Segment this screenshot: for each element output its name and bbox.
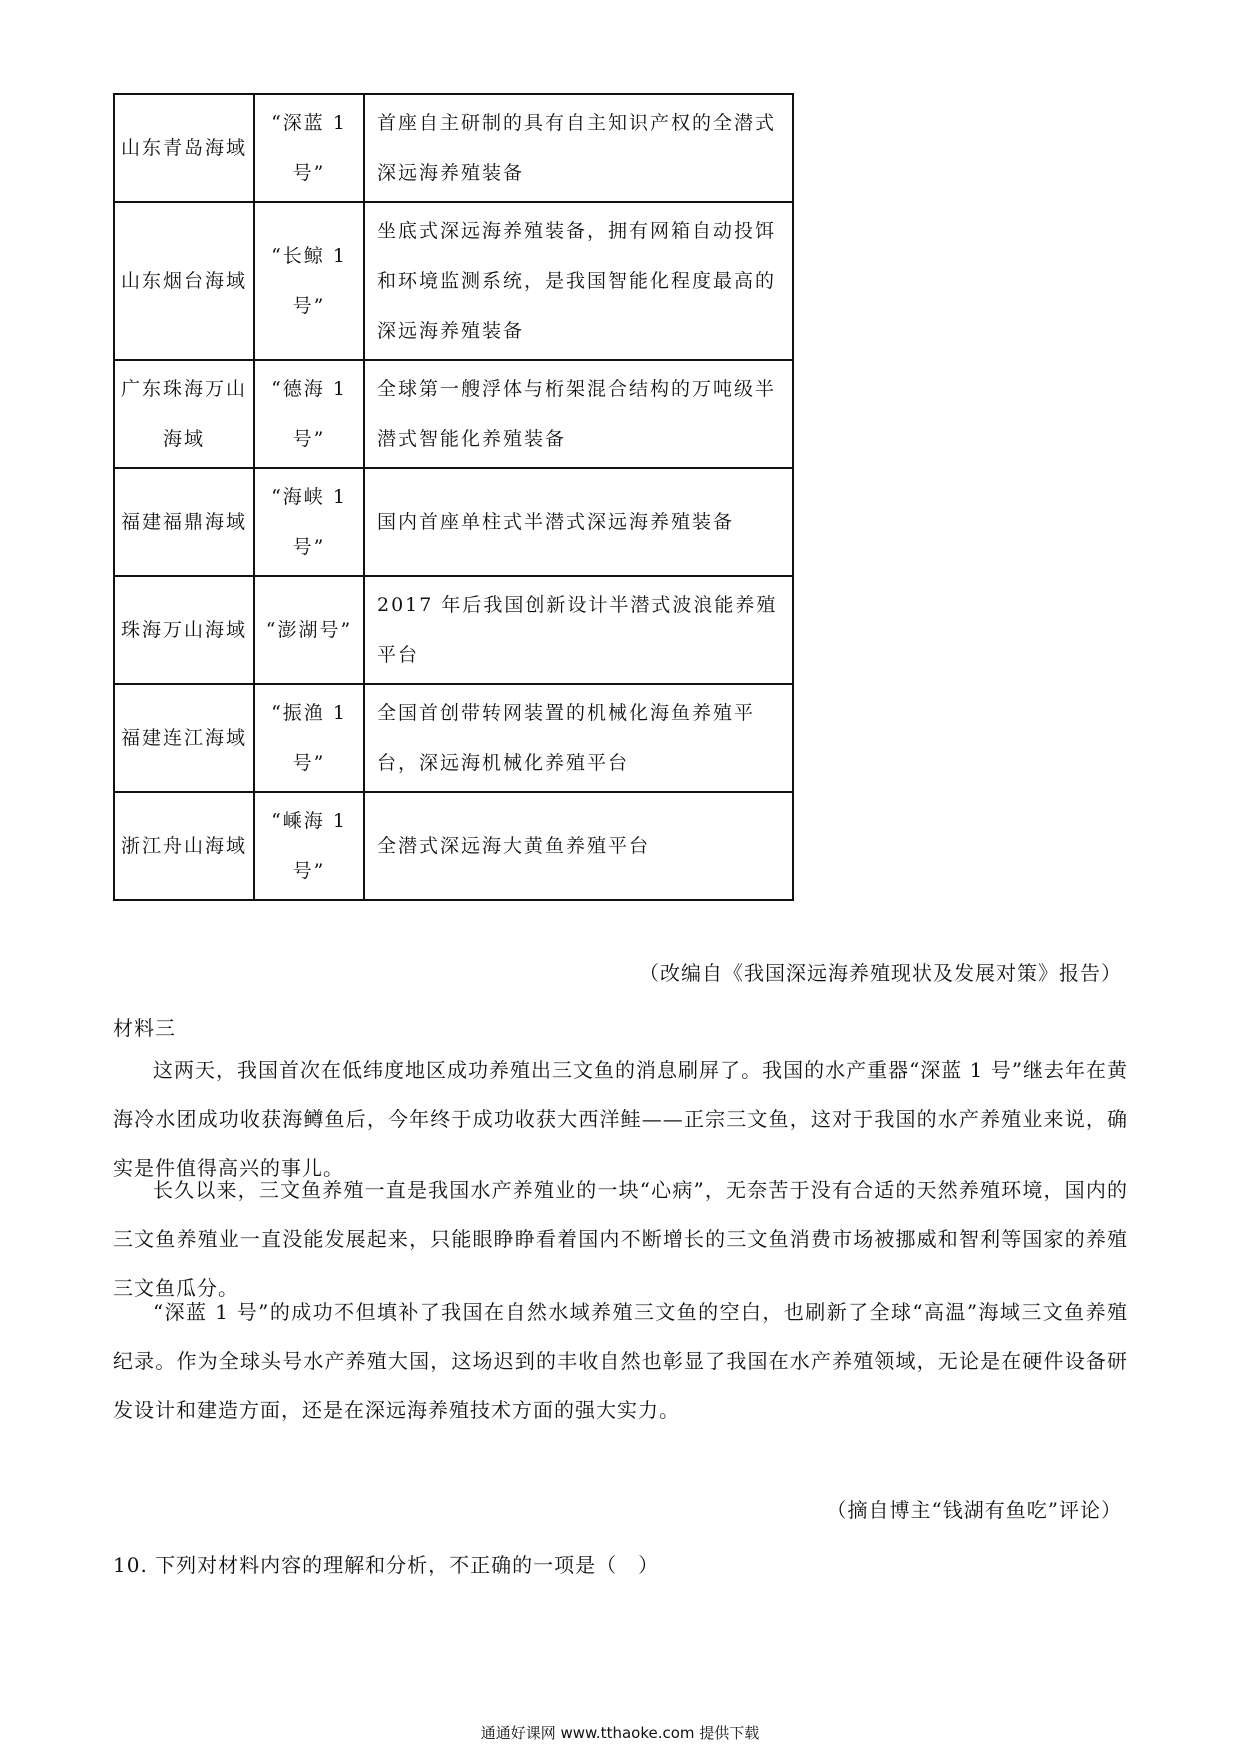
table-row	[114, 468, 793, 576]
table-cell-desc: 国内首座单柱式半潜式深远海养殖装备	[364, 468, 793, 576]
table-cell-area: 福建连江海域	[114, 684, 254, 792]
material-heading: 材料三	[113, 1016, 176, 1040]
equipment-table	[113, 93, 794, 901]
paragraph: “深蓝 1 号”的成功不但填补了我国在自然水域养殖三文鱼的空白，也刷新了全球“高温”海域三文鱼养殖纪录。作为全球头号水产养殖大国，这场迟到的丰收自然也彰显了我国在水产养殖领域，无论是在硬件设备研发设计和建造方面，还是在深远海养殖技术方面的强大实力。	[113, 1300, 1128, 1422]
paragraph: 这两天，我国首次在低纬度地区成功养殖出三文鱼的消息刷屏了。我国的水产重器“深蓝 1 号”继去年在黄海冷水团成功收获海鳟鱼后，今年终于成功收获大西洋鲑——正宗三文鱼，这对于我国的水产养殖业来说，确实是件值得高兴的事儿。	[113, 1058, 1128, 1180]
table-cell-desc: 全球第一艘浮体与桁架混合结构的万吨级半潜式智能化养殖装备	[364, 360, 793, 468]
table-row	[114, 94, 793, 202]
table-row	[114, 576, 793, 684]
question-text: 10. 下列对材料内容的理解和分析，不正确的一项是（ ）	[113, 1553, 660, 1577]
table-cell-desc: 全潜式深远海大黄鱼养殖平台	[364, 792, 793, 900]
table-cell-name: “海峡 1 号”	[254, 468, 364, 576]
footer-watermark: 通通好课网 www.tthaoke.com 提供下载	[480, 1724, 760, 1742]
table-cell-area: 山东烟台海域	[114, 202, 254, 360]
table-cell-area: 福建福鼎海域	[114, 468, 254, 576]
table-cell-name: “德海 1 号”	[254, 360, 364, 468]
table-cell-area: 山东青岛海域	[114, 94, 254, 202]
table-cell-desc: 全国首创带转网装置的机械化海鱼养殖平台，深远海机械化养殖平台	[364, 684, 793, 792]
table-row	[114, 792, 793, 900]
table-row	[114, 684, 793, 792]
table-row	[114, 360, 793, 468]
paragraph: 长久以来，三文鱼养殖一直是我国水产养殖业的一块“心病”，无奈苦于没有合适的天然养殖环境，国内的三文鱼养殖业一直没能发展起来，只能眼睁睁看着国内不断增长的三文鱼消费市场被挪威和智利等国家的养殖三文鱼瓜分。	[113, 1178, 1128, 1300]
table-cell-area: 珠海万山海域	[114, 576, 254, 684]
table-cell-name: “振渔 1 号”	[254, 684, 364, 792]
table-cell-name: “长鲸 1 号”	[254, 202, 364, 360]
table-source-citation: （改编自《我国深远海养殖现状及发展对策》报告）	[639, 961, 1122, 985]
table-cell-name: “嵊海 1 号”	[254, 792, 364, 900]
table-cell-name: “深蓝 1 号”	[254, 94, 364, 202]
table-cell-desc: 首座自主研制的具有自主知识产权的全潜式深远海养殖装备	[364, 94, 793, 202]
table-cell-desc: 2017 年后我国创新设计半潜式波浪能养殖平台	[364, 576, 793, 684]
material-source-citation: （摘自博主“钱湖有鱼吃”评论）	[826, 1498, 1122, 1522]
table-cell-desc: 坐底式深远海养殖装备，拥有网箱自动投饵和环境监测系统，是我国智能化程度最高的深远海养殖装备	[364, 202, 793, 360]
table-cell-area: 浙江舟山海域	[114, 792, 254, 900]
table-cell-area: 广东珠海万山海域	[114, 360, 254, 468]
table-cell-name: “澎湖号”	[254, 576, 364, 684]
table-row	[114, 202, 793, 360]
